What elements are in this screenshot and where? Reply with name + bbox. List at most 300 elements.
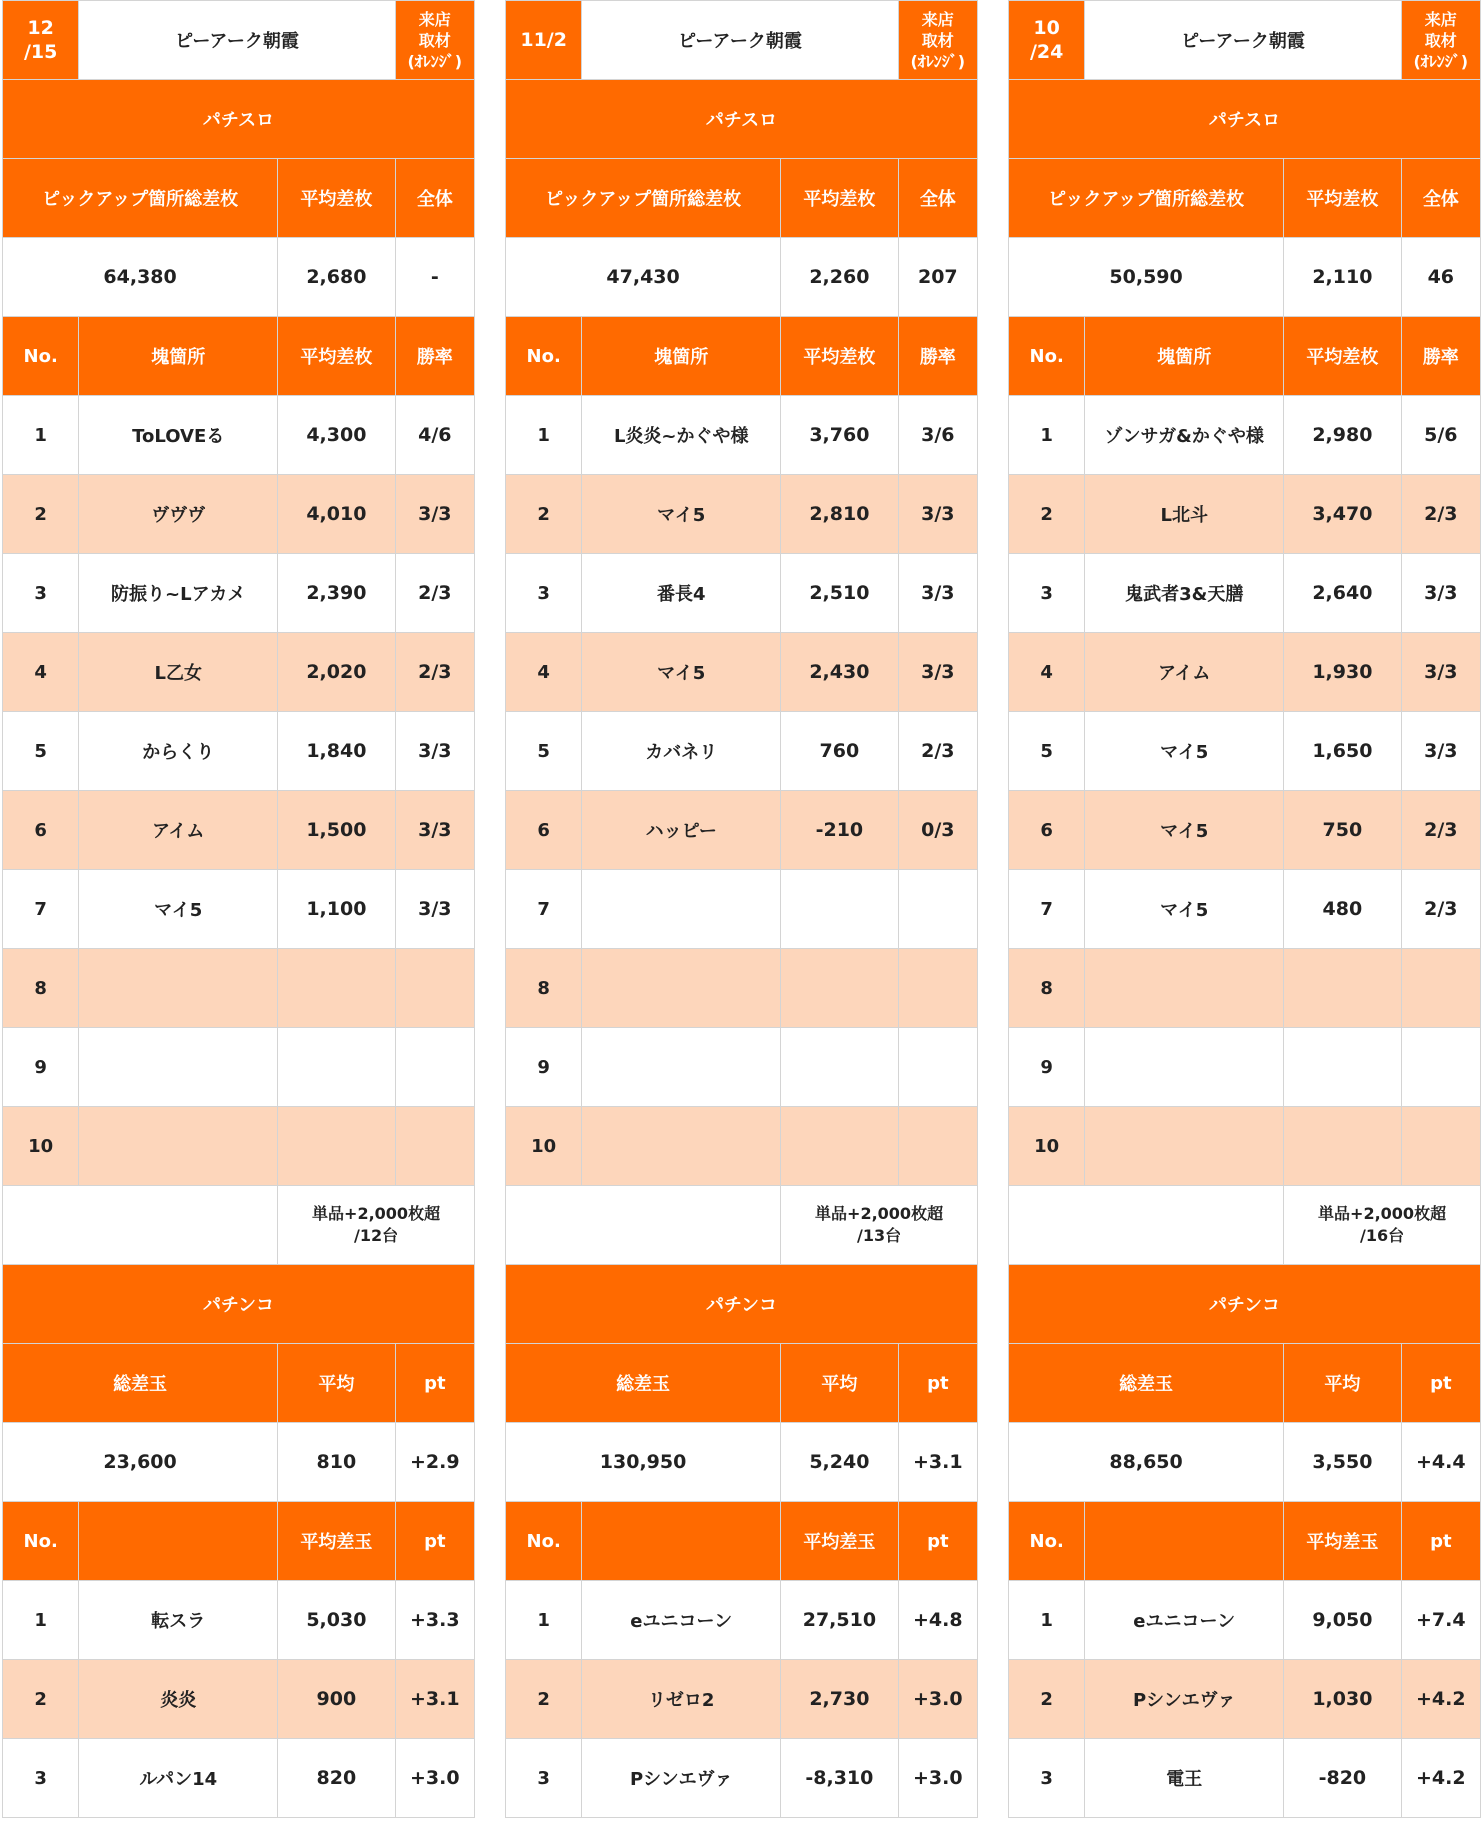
rate-cell: 2/3 — [1401, 475, 1480, 554]
panel-header-row — [1009, 1, 1481, 80]
value-cell: 1,840 — [278, 712, 395, 791]
value-cell: -820 — [1284, 1739, 1401, 1818]
rate-cell — [898, 1028, 977, 1107]
machine-cell — [582, 870, 781, 949]
summary-header-row — [3, 1344, 475, 1423]
summary-value: +4.4 — [1401, 1423, 1480, 1502]
table-row — [506, 554, 978, 633]
rank-cell: 6 — [3, 791, 79, 870]
machine-cell: ハッピー — [582, 791, 781, 870]
value-cell: 1,030 — [1284, 1660, 1401, 1739]
column-header: No. — [506, 1502, 582, 1581]
date-label: 10 /24 — [1009, 1, 1085, 80]
summary-header: 全体 — [395, 159, 474, 238]
column-header: pt — [898, 1502, 977, 1581]
table-row — [506, 475, 978, 554]
value-cell — [1284, 949, 1401, 1028]
table-row — [3, 396, 475, 475]
panel-header-row — [506, 1, 978, 80]
pt-cell: +3.0 — [898, 1660, 977, 1739]
summary-value: - — [395, 238, 474, 317]
machine-cell: マイ5 — [1085, 791, 1284, 870]
table-row — [3, 870, 475, 949]
value-cell: 1,930 — [1284, 633, 1401, 712]
column-header — [582, 1502, 781, 1581]
store-name: ピーアーク朝霞 — [79, 1, 395, 80]
rank-cell: 3 — [3, 554, 79, 633]
slot-section-title: パチスロ — [506, 80, 978, 159]
rate-cell — [898, 949, 977, 1028]
rate-cell: 5/6 — [1401, 396, 1480, 475]
rank-cell: 3 — [1009, 554, 1085, 633]
summary-value: 2,680 — [278, 238, 395, 317]
table-row — [3, 1107, 475, 1186]
panel — [505, 0, 978, 1818]
table-row — [1009, 1107, 1481, 1186]
value-cell — [781, 870, 898, 949]
machine-cell: 番長4 — [582, 554, 781, 633]
summary-value-row — [3, 238, 475, 317]
summary-value: 5,240 — [781, 1423, 898, 1502]
rate-cell: 3/3 — [898, 554, 977, 633]
rank-cell: 2 — [506, 1660, 582, 1739]
column-header: No. — [3, 1502, 79, 1581]
section-title-row — [506, 1265, 978, 1344]
summary-value: +3.1 — [898, 1423, 977, 1502]
rank-cell: 5 — [506, 712, 582, 791]
summary-value-row — [3, 1423, 475, 1502]
rank-cell: 4 — [3, 633, 79, 712]
rank-cell: 7 — [506, 870, 582, 949]
machine-cell: 電王 — [1085, 1739, 1284, 1818]
rate-cell — [395, 1028, 474, 1107]
rate-cell — [1401, 949, 1480, 1028]
column-header: 勝率 — [395, 317, 474, 396]
pt-cell: +3.3 — [395, 1581, 474, 1660]
rank-cell: 9 — [3, 1028, 79, 1107]
rank-cell: 4 — [1009, 633, 1085, 712]
rank-cell: 3 — [506, 1739, 582, 1818]
rank-cell: 9 — [1009, 1028, 1085, 1107]
table-row — [506, 1028, 978, 1107]
column-header: 平均差枚 — [1284, 317, 1401, 396]
machine-cell — [79, 1107, 278, 1186]
summary-value: 64,380 — [3, 238, 278, 317]
machine-cell — [79, 1028, 278, 1107]
machine-cell — [1085, 949, 1284, 1028]
column-header: 勝率 — [1401, 317, 1480, 396]
machine-cell: アイム — [1085, 633, 1284, 712]
value-cell: -8,310 — [781, 1739, 898, 1818]
rank-cell: 10 — [506, 1107, 582, 1186]
table-header-row — [1009, 1502, 1481, 1581]
rank-cell: 2 — [3, 1660, 79, 1739]
table-header-row — [3, 1502, 475, 1581]
summary-header: pt — [898, 1344, 977, 1423]
rank-cell: 8 — [3, 949, 79, 1028]
table-row — [1009, 1660, 1481, 1739]
value-cell: 3,470 — [1284, 475, 1401, 554]
value-cell: 27,510 — [781, 1581, 898, 1660]
pt-cell: +4.2 — [1401, 1660, 1480, 1739]
value-cell: 820 — [278, 1739, 395, 1818]
table-row — [1009, 633, 1481, 712]
panel — [2, 0, 475, 1818]
rate-cell — [898, 870, 977, 949]
table-row — [3, 791, 475, 870]
table-header-row — [506, 1502, 978, 1581]
summary-header: 総差玉 — [506, 1344, 781, 1423]
column-header: 塊箇所 — [1085, 317, 1284, 396]
machine-cell — [582, 1107, 781, 1186]
column-header: No. — [1009, 1502, 1085, 1581]
rate-cell: 2/3 — [1401, 870, 1480, 949]
table-header-row — [3, 317, 475, 396]
summary-header: 平均差枚 — [781, 159, 898, 238]
summary-header-row — [506, 1344, 978, 1423]
footnote-row — [506, 1186, 978, 1265]
table-row — [1009, 712, 1481, 791]
rank-cell: 6 — [1009, 791, 1085, 870]
table-row — [506, 712, 978, 791]
value-cell: 2,510 — [781, 554, 898, 633]
table-row — [506, 1660, 978, 1739]
pachinko-section-title: パチンコ — [3, 1265, 475, 1344]
rate-cell — [898, 1107, 977, 1186]
value-cell — [1284, 1028, 1401, 1107]
data-table — [1008, 0, 1481, 1818]
value-cell: 2,730 — [781, 1660, 898, 1739]
value-cell — [781, 1028, 898, 1107]
pt-cell: +3.1 — [395, 1660, 474, 1739]
machine-cell: マイ5 — [582, 633, 781, 712]
rank-cell: 5 — [3, 712, 79, 791]
rate-cell: 3/3 — [1401, 712, 1480, 791]
machine-cell: 鬼武者3&天膳 — [1085, 554, 1284, 633]
machine-cell — [1085, 1028, 1284, 1107]
summary-value: 88,650 — [1009, 1423, 1284, 1502]
table-row — [1009, 1739, 1481, 1818]
value-cell: 9,050 — [1284, 1581, 1401, 1660]
rate-cell: 2/3 — [395, 633, 474, 712]
table-row — [1009, 1028, 1481, 1107]
summary-header: 平均 — [278, 1344, 395, 1423]
table-row — [506, 791, 978, 870]
rate-cell: 2/3 — [898, 712, 977, 791]
rank-cell: 9 — [506, 1028, 582, 1107]
footnote: 単品+2,000枚超 /13台 — [781, 1186, 978, 1265]
rank-cell: 3 — [506, 554, 582, 633]
machine-cell: マイ5 — [79, 870, 278, 949]
summary-header: 総差玉 — [1009, 1344, 1284, 1423]
panel-header-row — [3, 1, 475, 80]
value-cell — [781, 1107, 898, 1186]
table-row — [506, 1739, 978, 1818]
summary-value-row — [1009, 238, 1481, 317]
machine-cell — [582, 949, 781, 1028]
value-cell: -210 — [781, 791, 898, 870]
rank-cell: 3 — [1009, 1739, 1085, 1818]
table-row — [506, 396, 978, 475]
coverage-tag: 来店 取材 (ｵﾚﾝｼﾞ) — [898, 1, 977, 80]
value-cell: 2,640 — [1284, 554, 1401, 633]
rank-cell: 1 — [1009, 396, 1085, 475]
table-row — [1009, 554, 1481, 633]
value-cell — [781, 949, 898, 1028]
machine-cell: ゾンサガ&かぐや様 — [1085, 396, 1284, 475]
summary-header: 平均 — [1284, 1344, 1401, 1423]
machine-cell: L北斗 — [1085, 475, 1284, 554]
section-title-row — [506, 80, 978, 159]
footnote-row — [1009, 1186, 1481, 1265]
slot-section-title: パチスロ — [3, 80, 475, 159]
value-cell: 2,430 — [781, 633, 898, 712]
store-name: ピーアーク朝霞 — [1085, 1, 1401, 80]
value-cell — [278, 1028, 395, 1107]
summary-value-row — [506, 238, 978, 317]
column-header: No. — [506, 317, 582, 396]
machine-cell — [79, 949, 278, 1028]
machine-cell: L乙女 — [79, 633, 278, 712]
value-cell — [278, 1107, 395, 1186]
column-header — [1085, 1502, 1284, 1581]
rate-cell: 3/3 — [395, 791, 474, 870]
value-cell: 2,810 — [781, 475, 898, 554]
summary-value: 3,550 — [1284, 1423, 1401, 1502]
column-header: pt — [395, 1502, 474, 1581]
column-header: 塊箇所 — [582, 317, 781, 396]
pachinko-section-title: パチンコ — [1009, 1265, 1481, 1344]
summary-header-row — [506, 159, 978, 238]
summary-header: 平均 — [781, 1344, 898, 1423]
table-row — [3, 475, 475, 554]
rate-cell: 3/6 — [898, 396, 977, 475]
section-title-row — [3, 80, 475, 159]
summary-header: ピックアップ箇所総差枚 — [1009, 159, 1284, 238]
rate-cell: 3/3 — [898, 475, 977, 554]
machine-cell: アイム — [79, 791, 278, 870]
rate-cell: 2/3 — [395, 554, 474, 633]
summary-header: ピックアップ箇所総差枚 — [3, 159, 278, 238]
pt-cell: +3.0 — [898, 1739, 977, 1818]
machine-cell: Pシンエヴァ — [582, 1739, 781, 1818]
footnote-row — [3, 1186, 475, 1265]
machine-cell: 炎炎 — [79, 1660, 278, 1739]
summary-header-row — [3, 159, 475, 238]
footnote-spacer — [506, 1186, 781, 1265]
rank-cell: 1 — [506, 1581, 582, 1660]
value-cell: 2,980 — [1284, 396, 1401, 475]
value-cell: 1,100 — [278, 870, 395, 949]
column-header: 平均差玉 — [1284, 1502, 1401, 1581]
column-header: 塊箇所 — [79, 317, 278, 396]
rate-cell: 3/3 — [898, 633, 977, 712]
summary-header: pt — [395, 1344, 474, 1423]
summary-value: 46 — [1401, 238, 1480, 317]
summary-header: 全体 — [1401, 159, 1480, 238]
machine-cell: 転スラ — [79, 1581, 278, 1660]
summary-value: 2,260 — [781, 238, 898, 317]
footnote-spacer — [1009, 1186, 1284, 1265]
machine-cell: からくり — [79, 712, 278, 791]
section-title-row — [1009, 80, 1481, 159]
table-row — [3, 1739, 475, 1818]
value-cell: 900 — [278, 1660, 395, 1739]
coverage-tag: 来店 取材 (ｵﾚﾝｼﾞ) — [395, 1, 474, 80]
machine-cell: ToLOVEる — [79, 396, 278, 475]
table-row — [1009, 949, 1481, 1028]
rank-cell: 1 — [1009, 1581, 1085, 1660]
column-header: No. — [3, 317, 79, 396]
value-cell: 1,500 — [278, 791, 395, 870]
table-row — [3, 1028, 475, 1107]
column-header: 平均差玉 — [278, 1502, 395, 1581]
column-header: 勝率 — [898, 317, 977, 396]
table-row — [3, 633, 475, 712]
rank-cell: 1 — [3, 396, 79, 475]
rate-cell — [395, 949, 474, 1028]
machine-cell: マイ5 — [582, 475, 781, 554]
machine-cell: マイ5 — [1085, 712, 1284, 791]
table-header-row — [506, 317, 978, 396]
column-header: pt — [1401, 1502, 1480, 1581]
machine-cell: eユニコーン — [1085, 1581, 1284, 1660]
pachinko-section-title: パチンコ — [506, 1265, 978, 1344]
summary-header: 総差玉 — [3, 1344, 278, 1423]
table-row — [506, 870, 978, 949]
rank-cell: 7 — [1009, 870, 1085, 949]
machine-cell: ルパン14 — [79, 1739, 278, 1818]
machine-cell: リゼロ2 — [582, 1660, 781, 1739]
pt-cell: +7.4 — [1401, 1581, 1480, 1660]
value-cell: 750 — [1284, 791, 1401, 870]
rank-cell: 5 — [1009, 712, 1085, 791]
summary-value: 130,950 — [506, 1423, 781, 1502]
summary-header-row — [1009, 159, 1481, 238]
column-header — [79, 1502, 278, 1581]
rate-cell: 3/3 — [395, 712, 474, 791]
table-row — [1009, 475, 1481, 554]
rate-cell: 4/6 — [395, 396, 474, 475]
summary-header: pt — [1401, 1344, 1480, 1423]
table-row — [506, 1107, 978, 1186]
value-cell: 1,650 — [1284, 712, 1401, 791]
machine-cell: ヴヴヴ — [79, 475, 278, 554]
rank-cell: 2 — [1009, 475, 1085, 554]
summary-value-row — [506, 1423, 978, 1502]
rate-cell: 3/3 — [1401, 633, 1480, 712]
column-header: 平均差枚 — [781, 317, 898, 396]
summary-header: ピックアップ箇所総差枚 — [506, 159, 781, 238]
value-cell: 4,010 — [278, 475, 395, 554]
machine-cell: L炎炎~かぐや様 — [582, 396, 781, 475]
pt-cell: +3.0 — [395, 1739, 474, 1818]
rank-cell: 7 — [3, 870, 79, 949]
date-label: 12 /15 — [3, 1, 79, 80]
summary-header: 平均差枚 — [278, 159, 395, 238]
table-row — [1009, 870, 1481, 949]
summary-value: 47,430 — [506, 238, 781, 317]
coverage-tag: 来店 取材 (ｵﾚﾝｼﾞ) — [1401, 1, 1480, 80]
footnote: 単品+2,000枚超 /16台 — [1284, 1186, 1481, 1265]
machine-cell: eユニコーン — [582, 1581, 781, 1660]
rank-cell: 6 — [506, 791, 582, 870]
pt-cell: +4.8 — [898, 1581, 977, 1660]
table-header-row — [1009, 317, 1481, 396]
summary-header: 平均差枚 — [1284, 159, 1401, 238]
summary-header-row — [1009, 1344, 1481, 1423]
column-header: 平均差玉 — [781, 1502, 898, 1581]
rank-cell: 4 — [506, 633, 582, 712]
section-title-row — [3, 1265, 475, 1344]
machine-cell: マイ5 — [1085, 870, 1284, 949]
table-row — [506, 1581, 978, 1660]
value-cell: 3,760 — [781, 396, 898, 475]
table-row — [1009, 396, 1481, 475]
date-label: 11/2 — [506, 1, 582, 80]
table-row — [1009, 1581, 1481, 1660]
data-table — [505, 0, 978, 1818]
rate-cell — [1401, 1107, 1480, 1186]
rank-cell: 1 — [506, 396, 582, 475]
summary-value: 2,110 — [1284, 238, 1401, 317]
summary-value: +2.9 — [395, 1423, 474, 1502]
summary-value: 810 — [278, 1423, 395, 1502]
rate-cell: 3/3 — [395, 870, 474, 949]
summary-value: 23,600 — [3, 1423, 278, 1502]
rank-cell: 10 — [3, 1107, 79, 1186]
table-row — [506, 633, 978, 712]
table-row — [3, 1581, 475, 1660]
value-cell: 2,390 — [278, 554, 395, 633]
table-row — [3, 554, 475, 633]
rate-cell: 3/3 — [1401, 554, 1480, 633]
rank-cell: 3 — [3, 1739, 79, 1818]
table-row — [1009, 791, 1481, 870]
value-cell — [278, 949, 395, 1028]
column-header: No. — [1009, 317, 1085, 396]
rate-cell: 0/3 — [898, 791, 977, 870]
machine-cell: 防振り~Lアカメ — [79, 554, 278, 633]
column-header: 平均差枚 — [278, 317, 395, 396]
summary-value: 207 — [898, 238, 977, 317]
footnote: 単品+2,000枚超 /12台 — [278, 1186, 475, 1265]
summary-value-row — [1009, 1423, 1481, 1502]
machine-cell — [1085, 1107, 1284, 1186]
value-cell: 480 — [1284, 870, 1401, 949]
value-cell: 2,020 — [278, 633, 395, 712]
machine-cell — [582, 1028, 781, 1107]
value-cell: 4,300 — [278, 396, 395, 475]
summary-value: 50,590 — [1009, 238, 1284, 317]
rank-cell: 10 — [1009, 1107, 1085, 1186]
rank-cell: 2 — [3, 475, 79, 554]
table-row — [3, 712, 475, 791]
store-name: ピーアーク朝霞 — [582, 1, 898, 80]
machine-cell: カバネリ — [582, 712, 781, 791]
value-cell: 5,030 — [278, 1581, 395, 1660]
table-row — [506, 949, 978, 1028]
value-cell — [1284, 1107, 1401, 1186]
value-cell: 760 — [781, 712, 898, 791]
pt-cell: +4.2 — [1401, 1739, 1480, 1818]
panel — [1008, 0, 1481, 1818]
rank-cell: 8 — [506, 949, 582, 1028]
rank-cell: 1 — [3, 1581, 79, 1660]
rank-cell: 8 — [1009, 949, 1085, 1028]
rank-cell: 2 — [1009, 1660, 1085, 1739]
footnote-spacer — [3, 1186, 278, 1265]
